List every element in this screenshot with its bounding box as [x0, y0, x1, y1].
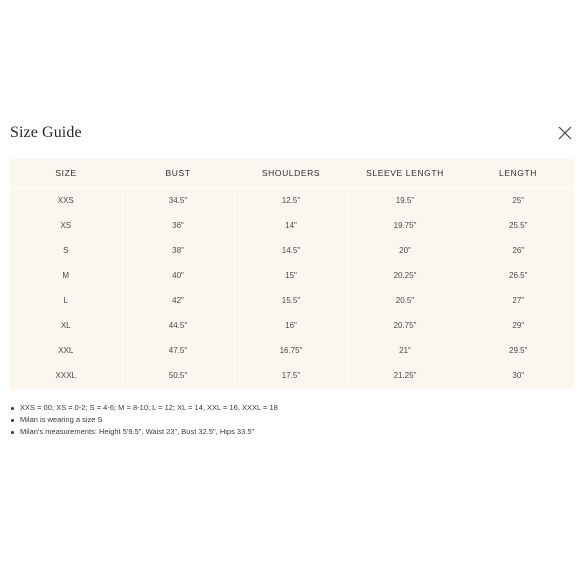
note-model-size: Milan is wearing a size S	[10, 414, 278, 426]
header-bust: BUST	[122, 159, 234, 188]
cell-length: 29"	[462, 313, 574, 338]
cell-shoulders: 12.5"	[234, 188, 348, 214]
cell-bust: 42"	[122, 288, 234, 313]
cell-length: 29.5"	[462, 338, 574, 363]
cell-length: 30"	[462, 363, 574, 388]
table-row	[10, 363, 574, 388]
size-table	[10, 159, 574, 388]
note-model-measurements: Milan's measurements: Height 5'9.5", Waist 23", Bust 32.5", Hips 33.5"	[10, 426, 278, 438]
cell-size: XL	[60, 321, 71, 330]
cell-bust: 36"	[122, 213, 234, 238]
header-sleeve-length: SLEEVE LENGTH	[348, 159, 462, 188]
cell-shoulders: 17.5"	[234, 363, 348, 388]
table-row	[10, 338, 574, 363]
cell-sleeve-length: 20"	[348, 238, 462, 263]
cell-bust: 38"	[122, 238, 234, 263]
cell-sleeve-length: 21.25"	[348, 363, 462, 388]
cell-length: 27"	[462, 288, 574, 313]
cell-bust: 47.5"	[122, 338, 234, 363]
cell-length: 25.5"	[462, 213, 574, 238]
cell-shoulders: 15.5"	[234, 288, 348, 313]
note-size-conversion: XXS = 00; XS = 0-2; S = 4-6; M = 8-10; L = 12; XL = 14, XXL = 16, XXXL = 18	[10, 402, 278, 414]
table-row	[10, 238, 574, 263]
table-row	[10, 313, 574, 338]
cell-size: XS	[60, 221, 72, 230]
table-row	[10, 263, 574, 288]
cell-sleeve-length: 19.75"	[348, 213, 462, 238]
cell-length: 26"	[462, 238, 574, 263]
cell-bust: 40"	[122, 263, 234, 288]
header-length: LENGTH	[462, 159, 574, 188]
table-header-row	[10, 159, 574, 188]
header-shoulders: SHOULDERS	[234, 159, 348, 188]
cell-size: XXS	[57, 196, 74, 205]
cell-shoulders: 15"	[234, 263, 348, 288]
cell-size: L	[63, 296, 68, 305]
cell-size: XXL	[58, 346, 74, 355]
cell-sleeve-length: 19.5"	[348, 188, 462, 214]
cell-sleeve-length: 21"	[348, 338, 462, 363]
cell-bust: 34.5"	[122, 188, 234, 214]
modal-title: Size Guide	[10, 124, 82, 141]
close-icon	[556, 124, 574, 142]
cell-bust: 50.5"	[122, 363, 234, 388]
close-button[interactable]	[556, 124, 574, 142]
cell-bust: 44.5"	[122, 313, 234, 338]
cell-size: M	[62, 271, 70, 280]
cell-sleeve-length: 20.75"	[348, 313, 462, 338]
size-notes	[10, 402, 278, 438]
table-row	[10, 288, 574, 313]
cell-size: XXXL	[55, 371, 76, 380]
cell-shoulders: 16.75"	[234, 338, 348, 363]
cell-size: S	[63, 246, 69, 255]
cell-sleeve-length: 20.5"	[348, 288, 462, 313]
cell-shoulders: 14.5"	[234, 238, 348, 263]
cell-length: 25"	[462, 188, 574, 214]
table-row	[10, 213, 574, 238]
header-size: SIZE	[10, 159, 122, 188]
table-row	[10, 188, 574, 214]
cell-shoulders: 16"	[234, 313, 348, 338]
cell-shoulders: 14"	[234, 213, 348, 238]
cell-length: 26.5"	[462, 263, 574, 288]
cell-sleeve-length: 20.25"	[348, 263, 462, 288]
size-table-container	[10, 159, 574, 389]
